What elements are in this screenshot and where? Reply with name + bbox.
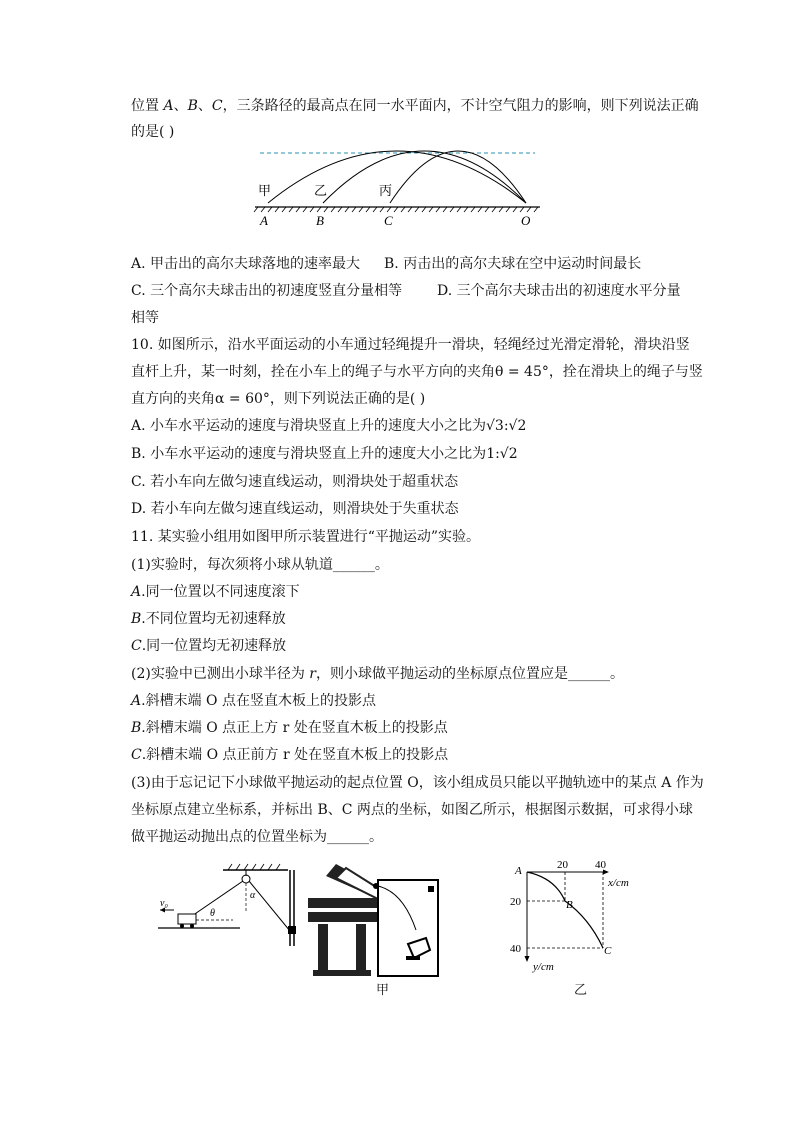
option-text: A. 小车水平运动的速度与滑块竖直上升的速度大小之比为 bbox=[131, 418, 487, 434]
intro-line-2: 的是( ) bbox=[131, 124, 175, 140]
x-tick-40: 40 bbox=[595, 859, 606, 871]
radius-symbol: r bbox=[309, 666, 316, 682]
q10-option-A bbox=[131, 416, 526, 436]
q10-option-B bbox=[131, 444, 518, 464]
option-letter: C bbox=[131, 638, 142, 654]
q9-option-D: D. 三个高尔夫球击出的初速度水平分量 bbox=[437, 283, 681, 299]
intro-line-1 bbox=[131, 96, 699, 116]
label-bing: 丙 bbox=[379, 183, 393, 198]
ceiling-hatching bbox=[228, 864, 280, 870]
q11-part-1-A: A.同一位置以不同速度滚下 bbox=[131, 584, 300, 600]
label-yi: 乙 bbox=[314, 183, 328, 198]
separator: 、 bbox=[173, 98, 188, 114]
x-axis-label: x/cm bbox=[608, 877, 629, 889]
option-letter: B bbox=[131, 611, 142, 627]
point-A: A bbox=[260, 213, 268, 228]
q10-line-2: 直杆上升，某一时刻，拴在小车上的绳子与水平方向的夹角θ = 45°，拴在滑块上的绳子与竖 bbox=[131, 364, 703, 380]
figure-jia bbox=[158, 858, 448, 993]
option-text: B. 小车水平运动的速度与滑块竖直上升的速度大小之比为 bbox=[131, 446, 487, 462]
point-O: O bbox=[521, 213, 531, 228]
point-B: B bbox=[316, 213, 324, 228]
separator: 、 bbox=[197, 98, 212, 114]
chute-apparatus bbox=[308, 864, 384, 976]
q11-line-1: 11. 某实验小组用如图甲所示装置进行“平抛运动”实验。 bbox=[131, 529, 481, 545]
figure-yi bbox=[505, 856, 655, 981]
y-axis-label: y/cm bbox=[533, 961, 554, 973]
q9-option-A: A. 甲击出的高尔夫球落地的速率最大 bbox=[131, 256, 361, 272]
board-pin bbox=[428, 886, 434, 892]
y-axis-arrow bbox=[525, 956, 530, 962]
option-letter: B bbox=[131, 720, 142, 736]
rope-to-slider bbox=[249, 881, 290, 931]
q9-option-B: B. 丙击出的高尔夫球在空中运动时间最长 bbox=[384, 256, 642, 272]
q11-part-3-line-3: 做平抛运动抛出点的位置坐标为______。 bbox=[131, 829, 383, 845]
q10-line-1: 10. 如图所示，沿水平面运动的小车通过轻绳提升一滑块，轻绳经过光滑定滑轮，滑块沿竖 bbox=[131, 337, 690, 353]
option-text: 不同位置均无初速释放 bbox=[145, 611, 286, 627]
theta-label: θ bbox=[210, 908, 215, 919]
point-label: A bbox=[163, 98, 174, 114]
option-text: 同一位置以不同速度滚下 bbox=[145, 584, 300, 600]
q10-option-C: C. 若小车向左做匀速直线运动，则滑块处于超重状态 bbox=[131, 474, 459, 490]
part-text: ，则小球做平抛运动的坐标原点位置应是______。 bbox=[315, 666, 624, 682]
ratio-math: √3:√2 bbox=[486, 418, 527, 434]
cart-wheel bbox=[190, 924, 194, 928]
option-text: 同一位置均无初速释放 bbox=[146, 638, 287, 654]
option-letter: A bbox=[131, 693, 142, 709]
q11-part-2-C: C.斜槽末端 O 点正前方 r 处在竖直木板上的投影点 bbox=[131, 747, 449, 763]
trajectory-jia bbox=[268, 151, 526, 203]
ball bbox=[373, 883, 379, 889]
q11-part-2 bbox=[131, 664, 624, 684]
caption-yi: 乙 bbox=[574, 983, 588, 998]
cart bbox=[178, 914, 196, 924]
point-C: C bbox=[384, 213, 393, 228]
q11-part-1: (1)实验时，每次须将小球从轨道______。 bbox=[131, 557, 389, 573]
trajectory-yi bbox=[323, 151, 526, 203]
q11-part-1-C: C.同一位置均无初速释放 bbox=[131, 638, 287, 654]
trajectory-bing bbox=[390, 151, 526, 203]
caption-jia: 甲 bbox=[376, 983, 390, 998]
part-text: (2)实验中已测出小球半径为 bbox=[131, 666, 310, 682]
q11-part-2-B: B.斜槽末端 O 点正上方 r 处在竖直木板上的投影点 bbox=[131, 720, 448, 736]
intro-text: ，三条路径的最高点在同一水平面内，不计空气阻力的影响，则下列说法正确 bbox=[222, 98, 699, 114]
option-letter: C bbox=[131, 747, 142, 763]
q11-part-3-line-2: 坐标原点建立坐标系，并标出 B、C 两点的坐标，如图乙所示，根据图示数据，可求得小球 bbox=[131, 802, 693, 818]
q11-part-1-B: B.不同位置均无初速释放 bbox=[131, 611, 286, 627]
q11-part-2-A: A.斜槽末端 O 点在竖直木板上的投影点 bbox=[131, 693, 376, 709]
point-label: B bbox=[187, 98, 198, 114]
q10-line-3: 直方向的夹角α = 60°，则下列说法正确的是( ) bbox=[131, 391, 426, 407]
label-jia: 甲 bbox=[258, 183, 272, 198]
ground-hatching bbox=[254, 207, 538, 212]
pulley bbox=[242, 875, 250, 883]
golf-trajectory-figure bbox=[250, 145, 550, 230]
q9-option-D-cont: 相等 bbox=[131, 310, 159, 326]
q10-option-D: D. 若小车向左做匀速直线运动，则滑块处于失重状态 bbox=[131, 501, 459, 517]
point-label: C bbox=[211, 98, 223, 114]
q9-option-C: C. 三个高尔夫球击出的初速度竖直分量相等 bbox=[131, 283, 403, 299]
option-text: 斜槽末端 O 点正上方 r 处在竖直木板上的投影点 bbox=[145, 720, 448, 736]
cart-wheel bbox=[180, 924, 184, 928]
point-B-label: B bbox=[566, 899, 573, 911]
slider-block bbox=[288, 926, 296, 934]
point-A-label: A bbox=[515, 865, 522, 877]
y-tick-20: 20 bbox=[510, 896, 521, 908]
option-text: 斜槽末端 O 点在竖直木板上的投影点 bbox=[145, 693, 376, 709]
ratio-math: 1:√2 bbox=[486, 446, 518, 462]
x-tick-20: 20 bbox=[557, 859, 568, 871]
point-C-label: C bbox=[604, 945, 612, 957]
q11-part-3-line-1: (3)由于忘记记下小球做平抛运动的起点位置 O，该小组成员只能以平抛轨迹中的某点 A 作为 bbox=[131, 775, 704, 791]
alpha-label: α bbox=[250, 890, 256, 901]
option-letter: A bbox=[131, 584, 142, 600]
option-text: 斜槽末端 O 点正前方 r 处在竖直木板上的投影点 bbox=[146, 747, 449, 763]
vertical-board bbox=[378, 880, 438, 976]
intro-text: 位置 bbox=[131, 98, 164, 114]
y-tick-40: 40 bbox=[510, 943, 521, 955]
v0-label: v₀ bbox=[160, 898, 168, 909]
